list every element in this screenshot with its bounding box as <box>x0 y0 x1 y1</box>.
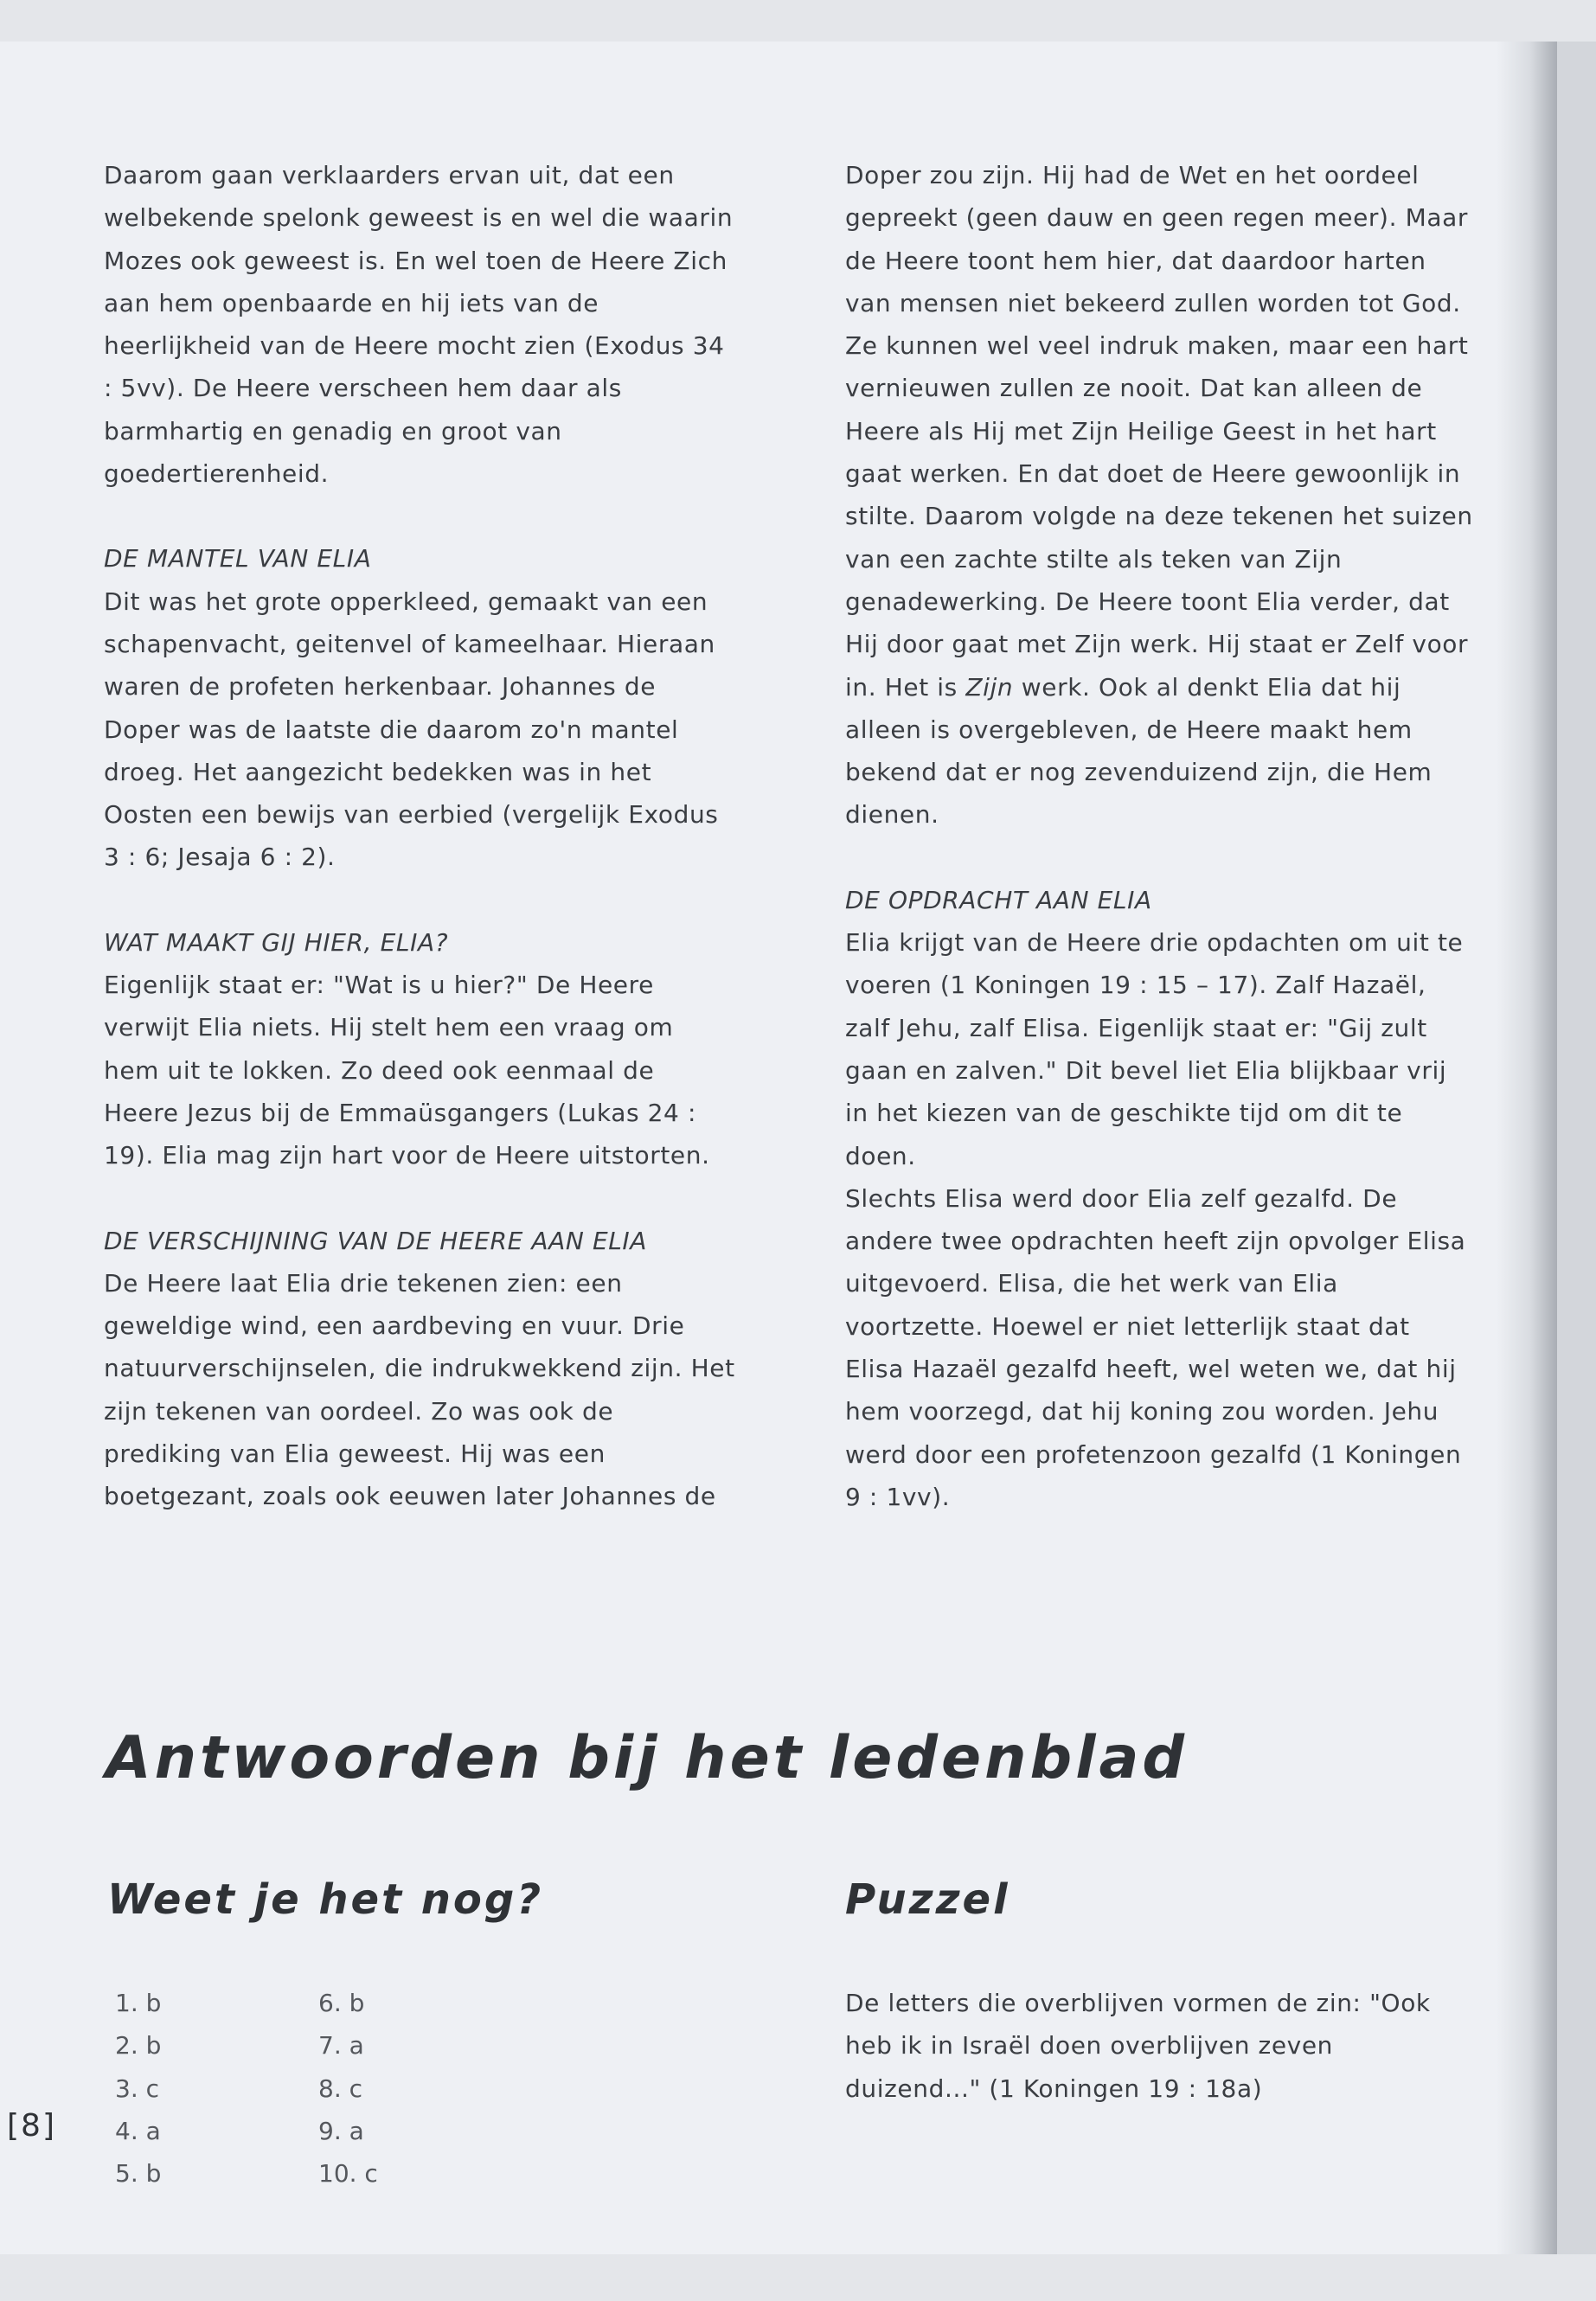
heading-opdracht: DE OPDRACHT AAN ELIA <box>845 885 1152 914</box>
continuation-text-before: Doper zou zijn. Hij had de Wet en het oordeel gepreekt (geen dauw en geen regen meer). Maar de Heere toont hem hier, dat daardoor harten van mensen niet bekeerd zullen worden tot God. Ze kunnen wel veel indruk maken, maar een hart vernieuwen zullen ze nooit. Dat kan alleen de Heere als Hij met Zijn Heilige Geest in het hart gaat werken. En dat doet de Heere gewoonlijk in stilte. Daarom volgde na deze tekenen het suizen van een zachte stilte als teken van Zijn genadewerking. De Heere toont Elia verder, dat Hij door gaat met Zijn werk. Hij staat er Zelf voor in. Het is <box>845 161 1473 702</box>
text-mantel: Dit was het grote opperkleed, gemaakt van een schapenvacht, geitenvel of kameelhaar. Hieraan waren de profeten herkenbaar. Johannes de Doper was de laatste die daarom zo'n mantel droeg. Het aangezicht bedekken was in het Oosten een bewijs van eerbied (vergelijk Exodus 3 : 6; Jesaja 6 : 2). <box>104 586 719 872</box>
answers-title: Antwoorden bij het ledenblad <box>106 1724 1189 1792</box>
text-opdracht-1: Elia krijgt van de Heere drie opdachten om uit te voeren (1 Koningen 19 : 15 – 17). Zalf Hazaël, zalf Jehu, zalf Elisa. Eigenlijk staat er: "Gij zult gaan en zalven." Dit bevel liet Elia blijkbaar vrij in het kiezen van de geschikte tijd om dit te doen. <box>845 928 1464 1170</box>
document-page <box>0 42 1557 2254</box>
right-column <box>845 154 1477 1518</box>
text-opdracht-2: Slechts Elisa werd door Elia zelf gezalfd. De andere twee opdrachten heeft zijn opvolger Elisa uitgevoerd. Elisa, die het werk van Elia voortzette. Hoewel er niet letterlijk staat dat Elisa Hazaël gezalfd heeft, wel weten we, dat hij hem voorzegd, dat hij koning zou worden. Jehu werd door een profetenzoon gezalfd (1 Koningen 9 : 1vv). <box>845 1183 1466 1511</box>
answer-item: 4. a <box>115 2116 161 2145</box>
page-edge-shadow <box>1557 42 1596 2254</box>
answer-item: 2. b <box>115 2031 162 2061</box>
weet-je-heading: Weet je het nog? <box>107 1875 544 1924</box>
answer-item: 5. b <box>115 2159 162 2189</box>
answer-item: 7. a <box>318 2031 364 2061</box>
text-verschijning: De Heere laat Elia drie tekenen zien: een geweldige wind, een aardbeving en vuur. Drie natuurverschijnselen, die indrukwekkend zijn. Het zijn tekenen van oordeel. Zo was ook de prediking van Elia geweest. Hij was een boetgezant, zoals ook eeuwen later Johannes de <box>104 1268 735 1511</box>
answer-item: 10. c <box>318 2159 378 2189</box>
left-column <box>104 154 735 1518</box>
answer-item: 9. a <box>318 2116 364 2145</box>
continuation-text-after: werk. Ook al denkt Elia dat hij alleen is overgebleven, de Heere maakt hem bekend dat er nog zevenduizend zijn, die Hem dienen. <box>845 672 1433 830</box>
text-wat-maakt: Eigenlijk staat er: "Wat is u hier?" De Heere verwijt Elia niets. Hij stelt hem een vraag om hem uit te lokken. Zo deed ook eenmaal de Heere Jezus bij de Emmaüsgangers (Lukas 24 : 19). Elia mag zijn hart voor de Heere uitstorten. <box>104 971 710 1170</box>
intro-paragraph: Daarom gaan verklaarders ervan uit, dat een welbekende spelonk geweest is en wel die waarin Mozes ook geweest is. En wel toen de Heere Zich aan hem openbaarde en hij iets van de heerlijkheid van de Heere mocht zien (Exodus 34 : 5vv). De Heere verscheen hem daar als barmhartig en genadig en groot van goedertierenheid. <box>104 161 734 489</box>
puzzel-text: De letters die overblijven vormen de zin: "Ook heb ik in Israël doen overblijven zeven duizend..." (1 Koningen 19 : 18a) <box>845 1989 1431 2103</box>
binding-shadow <box>1497 42 1557 2254</box>
answer-item: 8. c <box>318 2073 363 2103</box>
answers-list <box>115 1982 422 2195</box>
answer-item: 3. c <box>115 2073 160 2103</box>
answer-item: 6. b <box>318 1989 365 2017</box>
heading-mantel: DE MANTEL VAN ELIA <box>104 544 372 574</box>
page-number: [8] <box>7 2108 56 2144</box>
puzzel-heading: Puzzel <box>845 1875 1010 1924</box>
heading-wat-maakt: WAT MAAKT GIJ HIER, ELIA? <box>104 927 449 957</box>
answer-item: 1. b <box>115 1989 162 2017</box>
heading-verschijning: DE VERSCHIJNING VAN DE HEERE AAN ELIA <box>104 1226 648 1255</box>
continuation-paragraph <box>845 154 1477 836</box>
continuation-emphasis: Zijn <box>965 672 1014 702</box>
